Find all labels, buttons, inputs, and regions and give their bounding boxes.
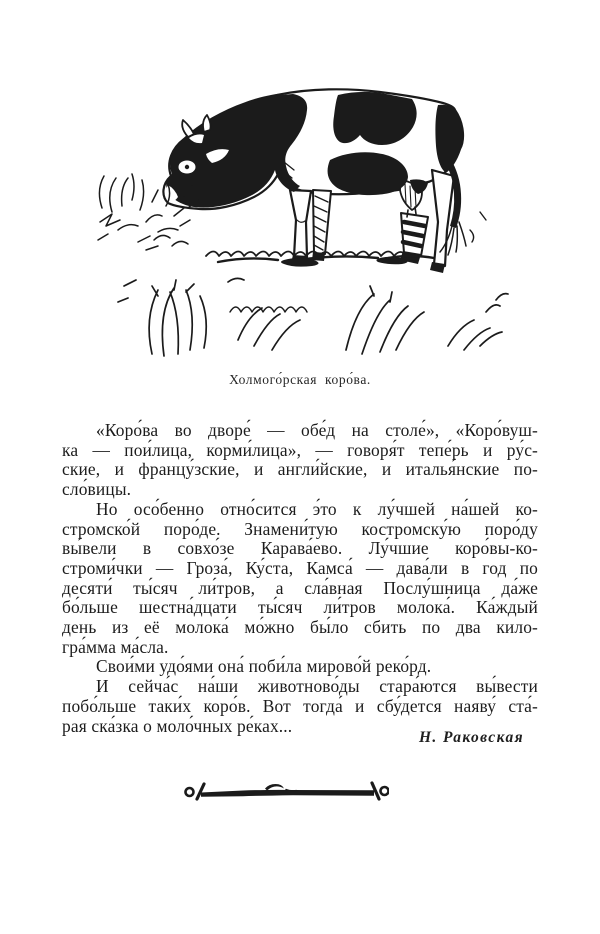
text-line: Но осо́бенно отно́сится э́то к лу́чшей на́шей ко- (96, 498, 538, 519)
text-line: гра́мма ма́сла. (62, 636, 169, 657)
divider-ornament-icon (183, 780, 389, 804)
text-line: сло́вицы. (62, 479, 132, 500)
body-text (62, 421, 538, 736)
text-line: «Коро́ва во дворе́ — обе́д на столе́», «Коро́вуш- (96, 420, 538, 440)
text-line: день из её молока́ мо́жно бы́ло сбить по два кило- (62, 617, 538, 638)
paragraph (62, 657, 538, 677)
text-line: стромско́й поро́де. Знамени́тую костромску́ю поро́ду (62, 518, 538, 539)
paragraph (62, 421, 538, 500)
cow-drawing-svg (88, 50, 528, 362)
text-line: бо́льше шестна́дцати ты́сяч ли́тров молока́. Ка́ждый (62, 597, 538, 618)
text-line: Свои́ми удо́ями она́ поби́ла мирово́й реко́рд. (96, 656, 432, 677)
author-signature: Н. Раковская (418, 729, 524, 746)
text-line: рая ска́зка о моло́чных ре́ках... (62, 715, 293, 736)
text-line: ка — пои́лица, корми́лица», — говоря́т тепе́рь и ру́с- (62, 439, 538, 460)
illustration-caption: Холмого́рская коро́ва. (229, 372, 371, 387)
text-line: побо́льше таки́х коро́в. Вот тогда́ и сбу́дется наяву́ ста́- (62, 695, 538, 716)
section-divider (183, 780, 389, 804)
text-line: строми́чки — Гроза́, Ку́ста, Камса́ — дава́ли в год по (62, 557, 538, 578)
text-line: вы́вели в совхо́зе Карава́ево. Лу́чшие коро́вы-ко- (62, 538, 538, 559)
text-line: ские, и францу́зские, и англи́йские, и италья́нские по- (62, 459, 538, 480)
paragraph (62, 500, 538, 658)
text-line: десяти́ ты́сяч ли́тров, а сла́вная Послу́шница да́же (62, 577, 538, 598)
cow-illustration (88, 50, 528, 362)
paragraph (62, 677, 538, 736)
text-line: И сейча́с на́ши животново́ды стара́ются вы́вести (96, 676, 538, 697)
